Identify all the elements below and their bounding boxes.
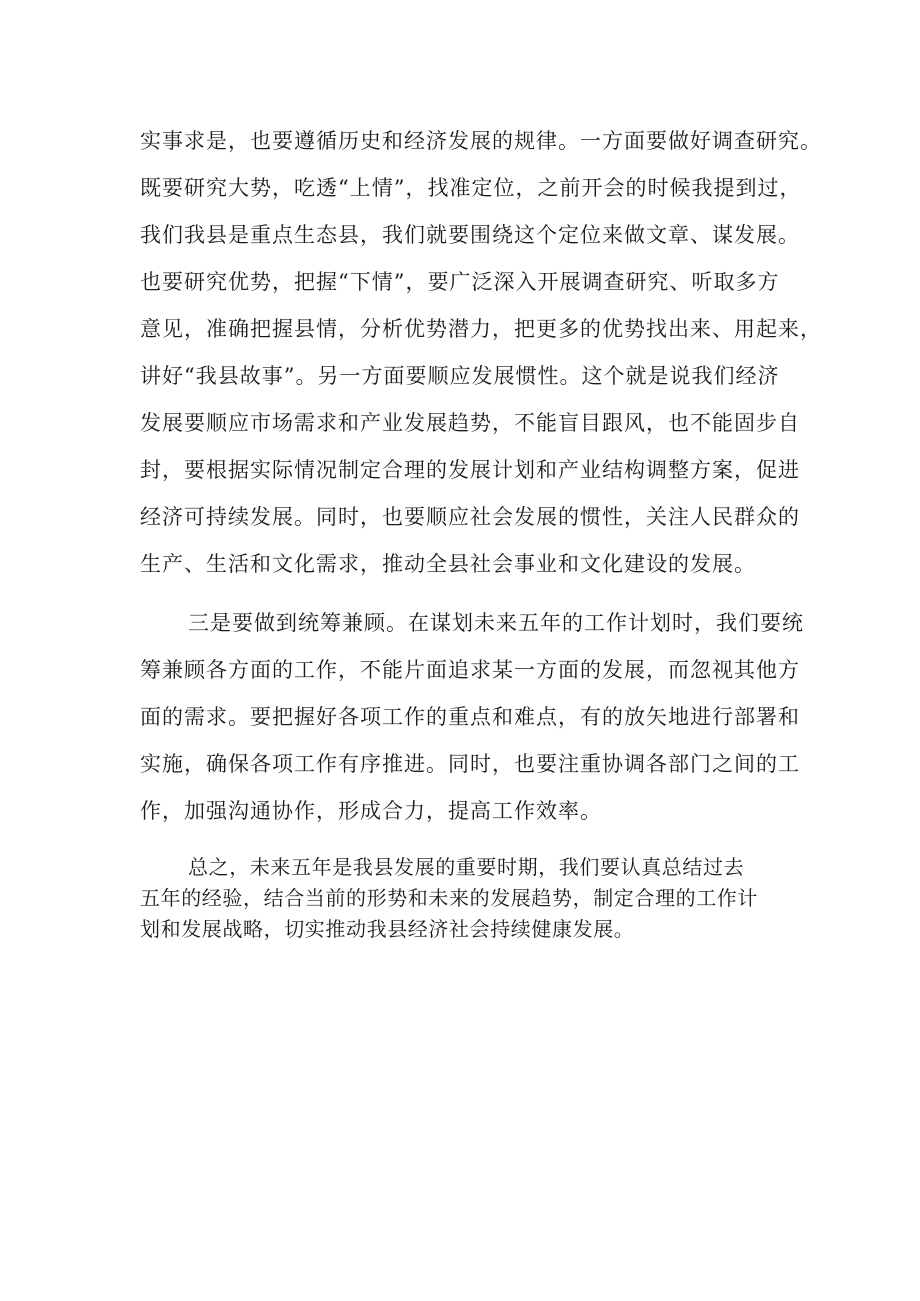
- text-line: 实事求是，也要遵循历史和经济发展的规律。一方面要做好调查研究。: [140, 129, 822, 153]
- text-line: 生产、生活和文化需求，推动全县社会事业和文化建设的发展。: [140, 552, 756, 576]
- text-line: 总之，未来五年是我县发展的重要时期，我们要认真总结过去: [188, 855, 745, 879]
- text-line: 封，要根据实际情况制定合理的发展计划和产业结构调整方案，促进: [140, 458, 800, 482]
- text-line: 划和发展战略，切实推动我县经济社会持续健康发展。: [140, 917, 635, 941]
- text-line: 五年的经验，结合当前的形势和未来的发展趋势，制定合理的工作计: [140, 886, 758, 910]
- text-line: 既要研究大势，吃透“上情”，找准定位，之前开会的时候我提到过，: [140, 176, 802, 200]
- paragraph-3: [140, 852, 800, 945]
- text-line: 发展要顺应市场需求和产业发展趋势，不能盲目跟风，也不能固步自: [140, 411, 800, 435]
- text-line: 讲好“我县故事”。另一方面要顺应发展惯性。这个就是说我们经济: [140, 364, 780, 388]
- text-line: 作，加强沟通协作，形成合力，提高工作效率。: [140, 799, 602, 823]
- paragraph-1: [140, 118, 822, 588]
- text-line: 经济可持续发展。同时，也要顺应社会发展的惯性，关注人民群众的: [140, 505, 800, 529]
- paragraph-2: [140, 600, 804, 835]
- text-line: 实施，确保各项工作有序推进。同时，也要注重协调各部门之间的工: [140, 752, 800, 776]
- text-line: 面的需求。要把握好各项工作的重点和难点，有的放矢地进行部署和: [140, 705, 800, 729]
- text-line: 筹兼顾各方面的工作，不能片面追求某一方面的发展，而忽视其他方: [140, 658, 800, 682]
- text-line: 也要研究优势，把握“下情”，要广泛深入开展调查研究、听取多方: [140, 270, 780, 294]
- text-line: 我们我县是重点生态县，我们就要围绕这个定位来做文章、谋发展。: [140, 223, 800, 247]
- text-line: 意见，准确把握县情，分析优势潜力，把更多的优势找出来、用起来，: [140, 317, 822, 341]
- text-line: 三是要做到统筹兼顾。在谋划未来五年的工作计划时，我们要统: [188, 611, 804, 635]
